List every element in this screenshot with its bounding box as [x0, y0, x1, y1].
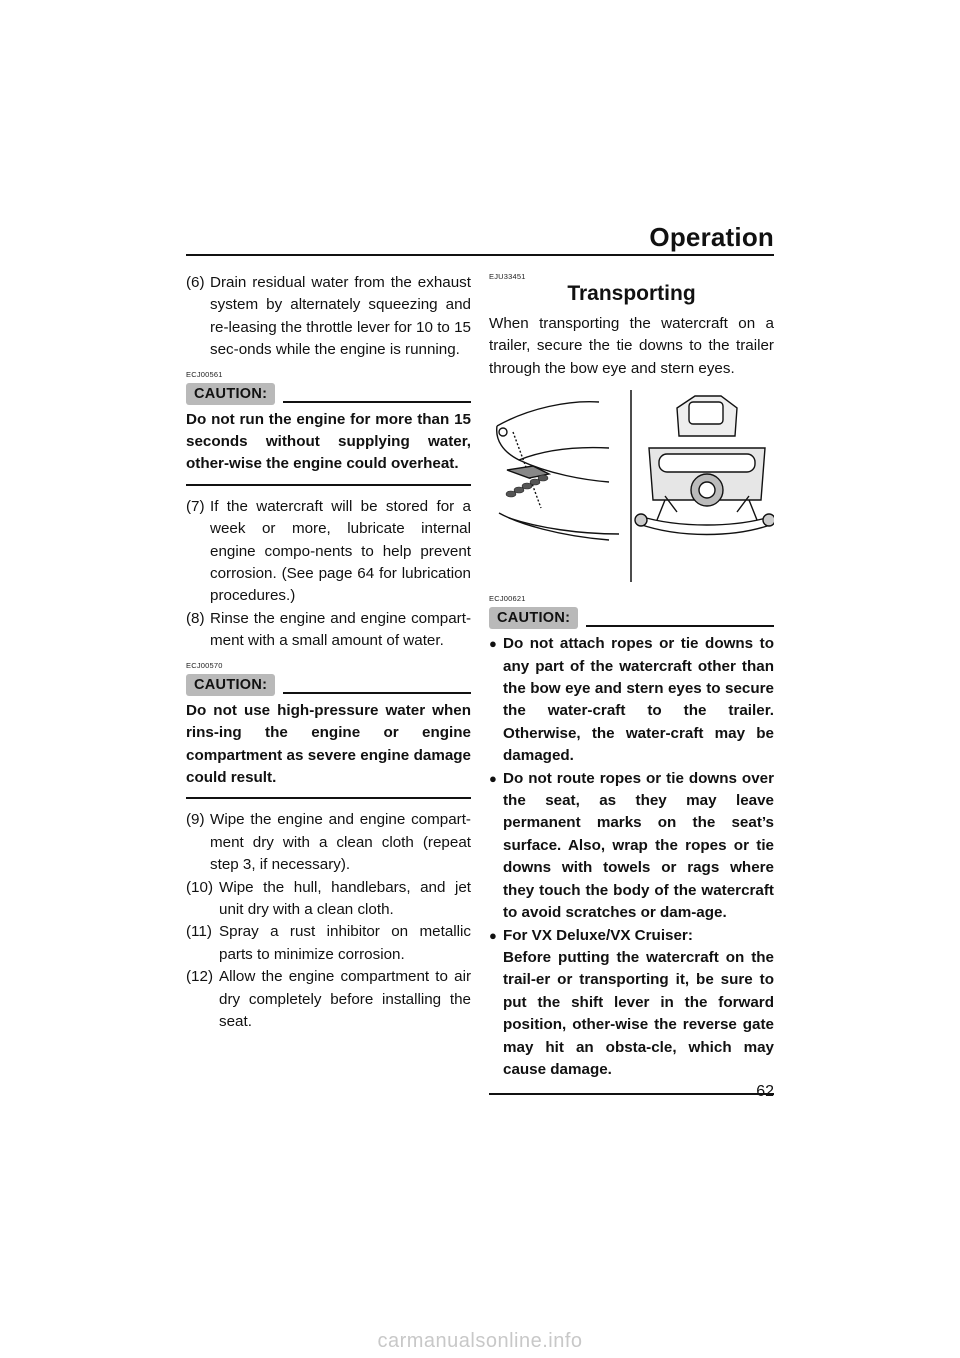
- section-code: EJU33451: [489, 272, 526, 281]
- right-column: [489, 272, 774, 1105]
- bullet-icon: ●: [489, 636, 497, 652]
- page-number: 62: [756, 1083, 774, 1100]
- step-number: (12): [186, 968, 214, 986]
- caution-end-rule: [186, 484, 471, 486]
- bullet-body: Before putting the watercraft on the trail-er or transporting it, be sure to put the shift lever in the forward position, other-wise the reverse gate may hit an obsta-cle, which may cause damage.: [503, 948, 774, 1078]
- step-text: Allow the engine compartment to air dry completely before installing the seat.: [219, 968, 471, 1030]
- step-text: Drain residual water from the exhaust system by alternately squeezing and re-leasing the throttle lever for 10 to 15 sec-onds while the engine is running.: [210, 274, 471, 359]
- left-column: [186, 272, 471, 1033]
- step-11: [186, 921, 471, 966]
- step-6: [186, 272, 471, 362]
- transport-intro: When transporting the watercraft on a trailer, secure the tie downs to the trailer through the bow eye and stern eyes.: [489, 315, 774, 377]
- step-number: (10): [186, 878, 214, 896]
- caution-bullet: [489, 925, 774, 1082]
- caution-header: [489, 607, 774, 629]
- section-title: Transporting: [567, 282, 696, 305]
- caution-text: Do not run the engine for more than 15 seconds without supplying water, other-wise the engine could overheat.: [186, 410, 471, 473]
- step-9: [186, 809, 471, 876]
- watermark: carmanualsonline.info: [377, 1330, 583, 1352]
- step-number: (9): [186, 811, 205, 829]
- step-7: [186, 496, 471, 608]
- header-rule: [186, 254, 774, 256]
- trailer-tie-down-figure: [489, 388, 774, 584]
- step-number: (8): [186, 609, 205, 627]
- caution-end-rule: [186, 797, 471, 799]
- bullet-text: Do not attach ropes or tie downs to any part of the watercraft other than the bow eye and stern eyes to secure the water-craft to the trailer. Otherwise, the water-craft may be damaged.: [503, 635, 774, 765]
- caution-list: [489, 633, 774, 1081]
- caution-bullet: [489, 768, 774, 925]
- bullet-heading: For VX Deluxe/VX Cruiser:: [503, 926, 693, 944]
- bullet-text: Do not route ropes or tie downs over the seat, as they may leave permanent marks on the seat’s surface. Also, wrap the ropes or tie downs with towels or rags where they touch the body of the watercraft to avoid scratches or dam-age.: [503, 769, 774, 922]
- step-number: (6): [186, 274, 205, 291]
- stern-rear-view: [635, 396, 774, 535]
- step-text: Wipe the hull, handlebars, and jet unit dry with a clean cloth.: [219, 878, 471, 918]
- page-title: Operation: [649, 222, 774, 252]
- caution-rule: [586, 625, 774, 627]
- caution-code: ECJ00570: [186, 660, 223, 670]
- caution-code: ECJ00621: [489, 594, 526, 604]
- caution-header: [186, 674, 471, 696]
- step-number: (11): [186, 923, 212, 941]
- step-text: Rinse the engine and engine compart-ment with a small amount of water.: [210, 609, 471, 650]
- caution-label: CAUTION:: [186, 674, 275, 696]
- bullet-text: [503, 925, 774, 1082]
- step-8: [186, 608, 471, 653]
- rope: [506, 475, 548, 497]
- caution-end-rule: [489, 1093, 774, 1095]
- caution-label: CAUTION:: [489, 607, 578, 629]
- caution-code: ECJ00561: [186, 369, 223, 379]
- step-text: Spray a rust inhibitor on metallic parts to minimize corrosion.: [219, 923, 471, 963]
- step-12: [186, 966, 471, 1033]
- trailer-illustration: [489, 388, 774, 584]
- caution-bullet: [489, 633, 774, 767]
- step-number: (7): [186, 497, 205, 515]
- bow-side-view: [497, 402, 619, 540]
- step-10: [186, 877, 471, 922]
- caution-text: Do not use high-pressure water when rins-ing the engine or engine compartment as severe engine damage could result.: [186, 701, 471, 786]
- bullet-icon: ●: [489, 770, 497, 786]
- bullet-icon: ●: [489, 927, 497, 943]
- caution-header: [186, 383, 471, 405]
- step-text: If the watercraft will be stored for a week or more, lubricate internal engine compo-nents to help prevent corrosion. (See page 64 for lubrication procedures.): [210, 497, 471, 605]
- caution-rule: [283, 401, 471, 403]
- step-text: Wipe the engine and engine compart-ment dry with a clean cloth (repeat step 3, if necessary).: [210, 811, 471, 874]
- caution-rule: [283, 692, 471, 694]
- caution-label: CAUTION:: [186, 383, 275, 405]
